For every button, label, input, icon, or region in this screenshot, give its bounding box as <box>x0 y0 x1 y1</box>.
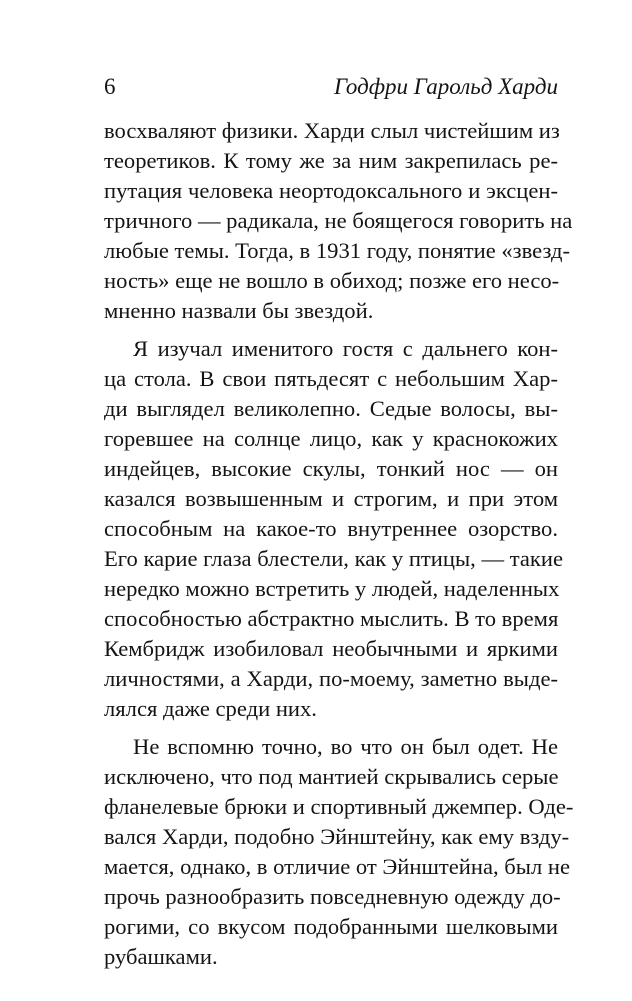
text-line: горевшее на солнце лицо, как у краснокожих <box>104 426 558 451</box>
running-head-title: Годфри Гарольд Харди <box>333 74 558 99</box>
text-line: Не вспомню точно, во что он был одет. Не <box>133 734 558 759</box>
text-line: мненно назвали бы звездой. <box>104 298 374 323</box>
text-line: восхваляют физики. Харди слыл чистейшим из <box>104 118 560 143</box>
body-text <box>104 116 574 972</box>
text-line: путация человека неортодоксального и эксцен- <box>104 178 558 203</box>
text-line: личностями, а Харди, по-моему, заметно выде- <box>104 666 558 691</box>
text-line: индейцев, высокие скулы, тонкий нос — он <box>104 456 558 481</box>
text-line: ность» еще не вошло в обиход; позже его несо- <box>104 268 560 293</box>
text-line: тричного — радикала, не боящегося говорить на <box>104 208 573 233</box>
text-line: рубашками. <box>104 944 218 969</box>
paragraph <box>104 116 573 326</box>
text-line: фланелевые брюки и спортивный джемпер. Оде- <box>104 794 574 819</box>
text-line: казался возвышенным и строгим, и при этом <box>104 486 558 511</box>
text-line: мается, однако, в отличие от Эйнштейна, был не <box>104 854 571 879</box>
text-line: теоретиков. К тому же за ним закрепилась ре- <box>104 148 558 173</box>
text-line: нередко можно встретить у людей, наделенных <box>104 576 560 601</box>
text-line: способностью абстрактно мыслить. В то время <box>104 606 559 631</box>
paragraph <box>104 732 574 972</box>
text-line: ди выглядел великолепно. Седые волосы, вы- <box>104 396 558 421</box>
text-line: Его карие глаза блестели, как у птицы, — такие <box>104 546 563 571</box>
text-line: вался Харди, подобно Эйнштейну, как ему взду- <box>104 824 570 849</box>
paragraph <box>104 334 563 724</box>
text-line: рогими, со вкусом подобранными шелковыми <box>104 914 558 939</box>
page-number: 6 <box>104 74 116 99</box>
running-head <box>104 72 558 102</box>
text-line: Кембридж изобиловал необычными и яркими <box>104 636 558 661</box>
text-line: исключено, что под мантией скрывались серые <box>104 764 559 789</box>
text-line: лялся даже среди них. <box>104 696 317 721</box>
text-line: способным на какое-то внутреннее озорство. <box>104 516 558 541</box>
text-line: прочь разнообразить повседневную одежду до- <box>104 884 561 909</box>
text-line: любые темы. Тогда, в 1931 году, понятие «звезд- <box>104 238 570 263</box>
text-line: Я изучал именитого гостя с дальнего кон- <box>133 336 558 361</box>
text-line: ца стола. В свои пятьдесят с небольшим Хар- <box>104 366 558 391</box>
